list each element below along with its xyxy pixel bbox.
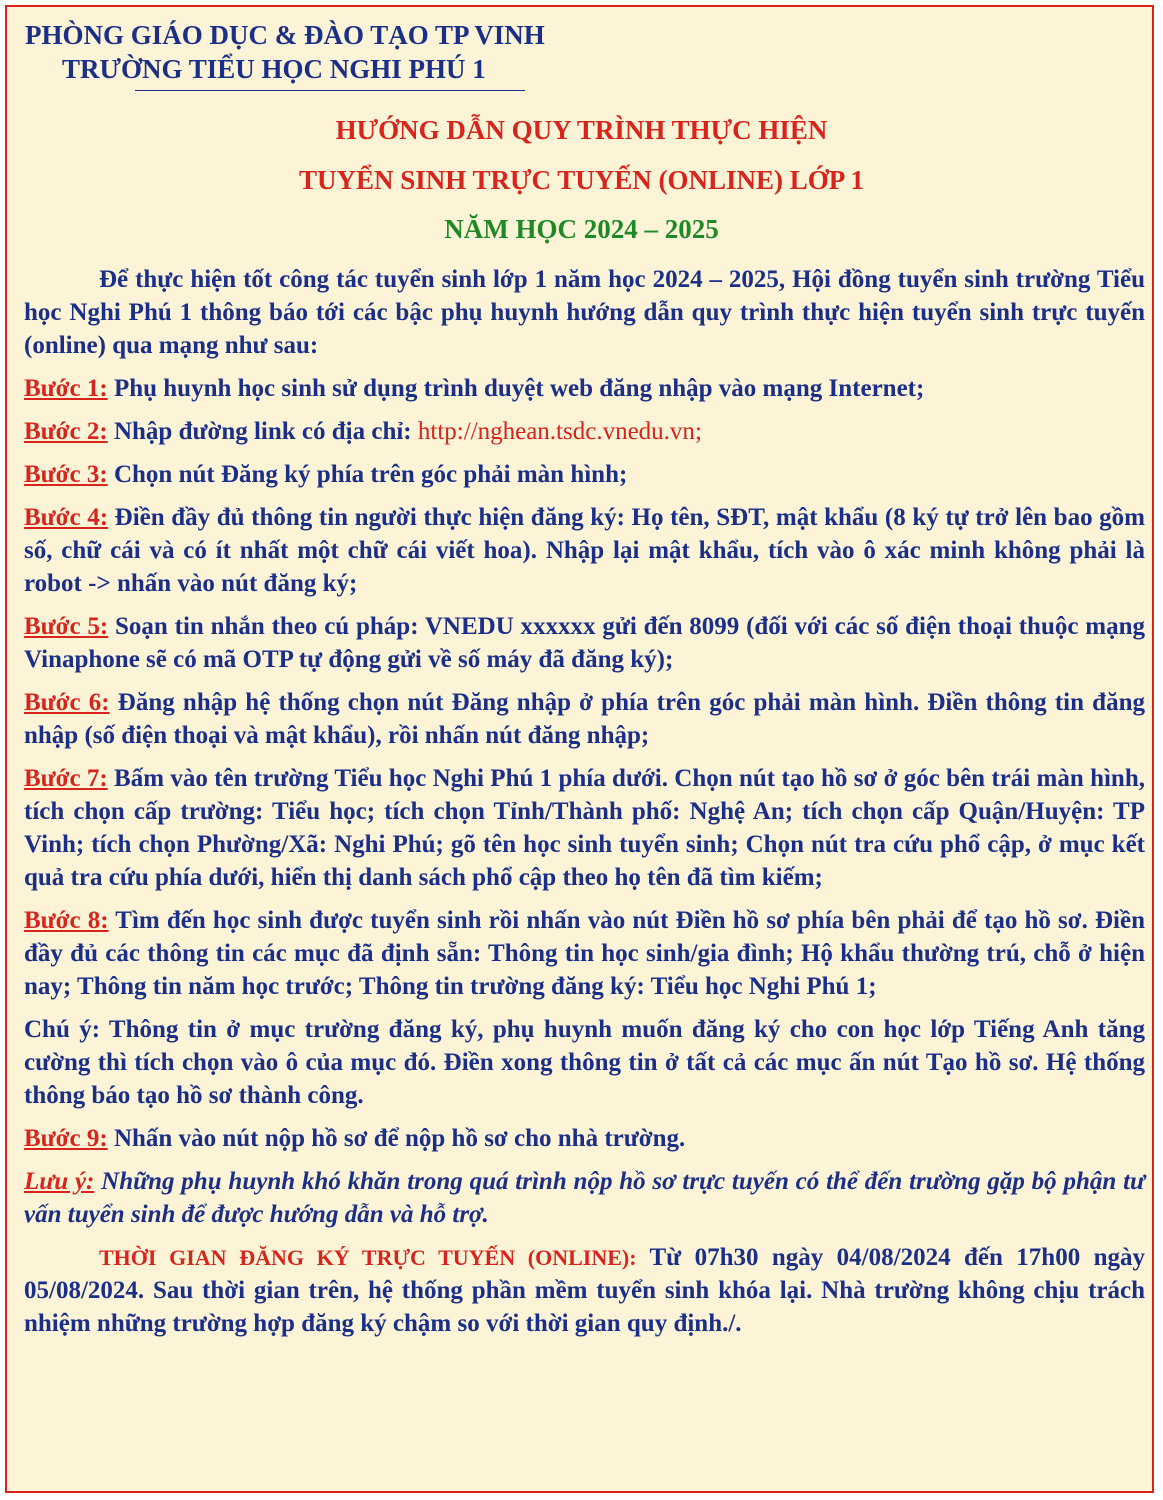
step-4	[24, 501, 1145, 600]
step-4-label: Bước 4:	[24, 504, 109, 531]
step-3-text: Chọn nút Đăng ký phía trên góc phải màn hình;	[107, 461, 628, 488]
school-year: NĂM HỌC 2024 – 2025	[444, 214, 719, 244]
remark-text: Những phụ huynh khó khăn trong quá trình nộp hồ sơ trực tuyến có thể đến trường gặp bộ phận tư vấn tuyển sinh để được hướng dẫn và hỗ trợ.	[24, 1168, 1145, 1228]
intro-paragraph: Để thực hiện tốt công tác tuyển sinh lớp 1 năm học 2024 – 2025, Hội đồng tuyển sinh trường Tiểu học Nghi Phú 1 thông báo tới các bậc phụ huynh hướng dẫn quy trình thực hiện tuyển sinh trực tuyến (online) qua mạng như sau:	[24, 266, 1145, 359]
step-2	[24, 415, 1145, 448]
step-4-text: Điền đầy đủ thông tin người thực hiện đăng ký: Họ tên, SĐT, mật khẩu (8 ký tự trở lên bao gồm số, chữ cái và có ít nhất một chữ cái viết hoa). Nhập lại mật khẩu, tích vào ô xác minh không phải là robot -> nhấn vào nút đăng ký;	[24, 504, 1145, 597]
school-name: TRƯỜNG TIỂU HỌC NGHI PHÚ 1	[62, 54, 486, 84]
department-name: PHÒNG GIÁO DỤC & ĐÀO TẠO TP VINH	[25, 20, 545, 50]
document-body	[24, 263, 1145, 1350]
step-6	[24, 686, 1145, 752]
step-3	[24, 458, 1145, 491]
step-6-label: Bước 6:	[24, 689, 110, 716]
step-7-text: Bấm vào tên trường Tiểu học Nghi Phú 1 phía dưới. Chọn nút tạo hồ sơ ở góc bên trái màn hình, tích chọn cấp trường: Tiểu học; tích chọn Tỉnh/Thành phố: Nghệ An; tích chọn cấp Quận/Huyện: TP Vinh; tích chọn Phường/Xã: Nghi Phú; gõ tên học sinh tuyển sinh; Chọn nút tra cứu phổ cập, ở mục kết quả tra cứu phía dưới, hiển thị danh sách phổ cập theo họ tên đã tìm kiếm;	[24, 765, 1145, 891]
step-5-label: Bước 5:	[24, 613, 109, 640]
step-2-suffix: ;	[694, 418, 702, 445]
deadline-paragraph	[24, 1241, 1145, 1340]
step-5-text: Soạn tin nhắn theo cú pháp: VNEDU xxxxxx gửi đến 8099 (đối với các số điện thoại thuộc mạng Vinaphone sẽ có mã OTP tự động gửi về số máy đã đăng ký);	[24, 613, 1145, 673]
deadline-label: THỜI GIAN ĐĂNG KÝ TRỰC TUYẾN (ONLINE):	[99, 1245, 637, 1270]
step-3-label: Bước 3:	[24, 461, 108, 488]
remark-label: Lưu ý:	[24, 1168, 95, 1195]
document-title-line2: TUYỂN SINH TRỰC TUYẾN (ONLINE) LỚP 1	[298, 165, 865, 195]
step-2-label: Bước 2:	[24, 418, 108, 445]
step-6-text: Đăng nhập hệ thống chọn nút Đăng nhập ở phía trên góc phải màn hình. Điền thông tin đăng nhập (số điện thoại và mật khẩu), rồi nhấn nút đăng nhập;	[24, 689, 1145, 749]
step-8-label: Bước 8:	[24, 907, 109, 934]
step-1-text: Phụ huynh học sinh sử dụng trình duyệt web đăng nhập vào mạng Internet;	[107, 375, 925, 402]
step-8	[24, 904, 1145, 1003]
document-title-line1: HƯỚNG DẪN QUY TRÌNH THỰC HIỆN	[335, 115, 828, 145]
step-9-text: Nhấn vào nút nộp hồ sơ để nộp hồ sơ cho nhà trường.	[107, 1125, 686, 1152]
step-7-label: Bước 7:	[24, 765, 108, 792]
step-1	[24, 372, 1145, 405]
step-9	[24, 1122, 1145, 1155]
deadline-text: Từ 07h30 ngày 04/08/2024 đến 17h00 ngày 05/08/2024. Sau thời gian trên, hệ thống phần mềm tuyển sinh khóa lại. Nhà trường không chịu trách nhiệm những trường hợp đăng ký chậm so với thời gian quy định./.	[24, 1244, 1145, 1337]
step-5	[24, 610, 1145, 676]
step-2-text: Nhập đường link có địa chỉ:	[107, 418, 418, 445]
step-7	[24, 762, 1145, 894]
step-1-label: Bước 1:	[24, 375, 108, 402]
remark	[24, 1165, 1145, 1231]
note-paragraph: Chú ý: Thông tin ở mục trường đăng ký, phụ huynh muốn đăng ký cho con học lớp Tiếng Anh tăng cường thì tích chọn vào ô của mục đó. Điền xong thông tin ở tất cả các mục ấn nút Tạo hồ sơ. Hệ thống thông báo tạo hồ sơ thành công.	[24, 1016, 1145, 1109]
step-8-text: Tìm đến học sinh được tuyển sinh rồi nhấn vào nút Điền hồ sơ phía bên phải để tạo hồ sơ. Điền đầy đủ các thông tin các mục đã định sẵn: Thông tin học sinh/gia đình; Hộ khẩu thường trú, chỗ ở hiện nay; Thông tin năm học trước; Thông tin trường đăng ký: Tiểu học Nghi Phú 1;	[24, 907, 1145, 1000]
registration-link[interactable]: http://nghean.tsdc.vnedu.vn	[417, 418, 695, 445]
step-9-label: Bước 9:	[24, 1125, 108, 1152]
header-divider	[135, 90, 525, 91]
